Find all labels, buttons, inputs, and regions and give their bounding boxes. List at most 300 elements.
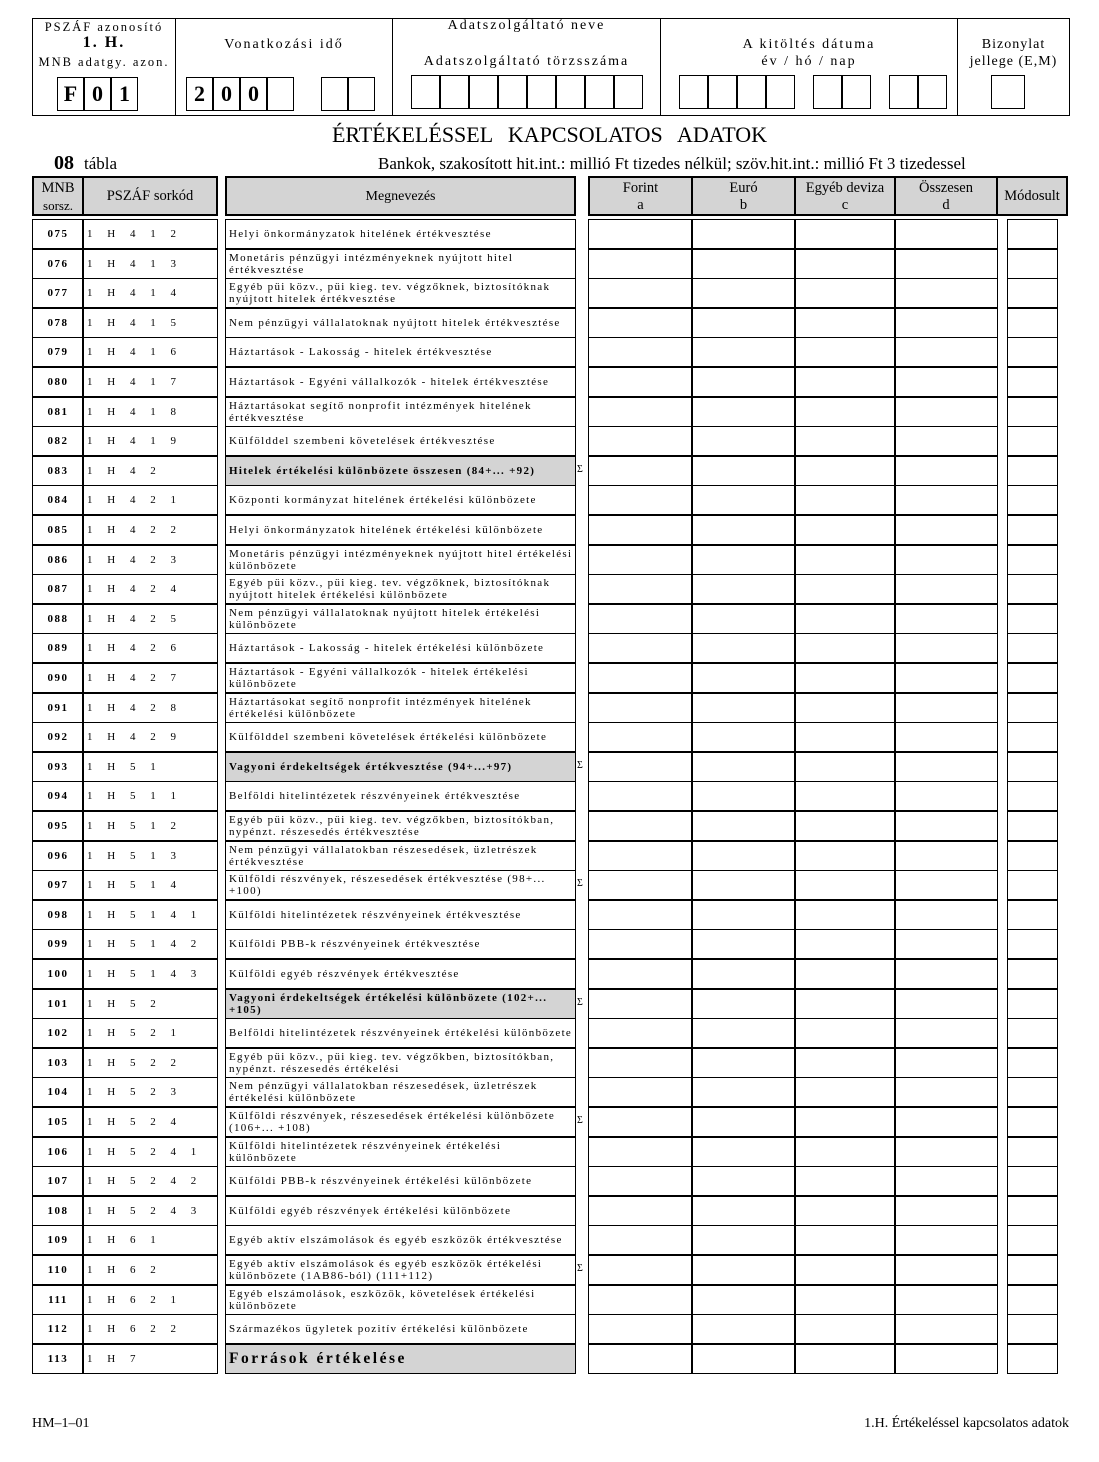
cell-modified[interactable] (1007, 337, 1058, 367)
cell-modified[interactable] (1007, 604, 1058, 634)
cell-euro[interactable] (691, 397, 796, 427)
cell-euro[interactable] (691, 900, 796, 930)
cell-other[interactable] (794, 337, 896, 367)
row-number: 077 (32, 278, 84, 308)
provider-id-box-8[interactable] (614, 75, 643, 109)
cell-euro[interactable] (691, 1196, 796, 1226)
row-number: 102 (32, 1018, 84, 1048)
cell-euro[interactable] (691, 663, 796, 693)
cell-euro[interactable] (691, 219, 796, 249)
cell-euro[interactable] (691, 1344, 796, 1374)
cell-other[interactable] (794, 1048, 896, 1078)
cell-modified[interactable] (1007, 633, 1058, 663)
period-char-6[interactable] (348, 77, 375, 111)
cell-other[interactable] (794, 722, 896, 752)
cell-total[interactable] (894, 752, 998, 782)
cell-forint[interactable] (588, 426, 693, 456)
period-char-3[interactable]: 0 (240, 77, 267, 111)
cell-forint[interactable] (588, 663, 693, 693)
cell-modified[interactable] (1007, 989, 1058, 1019)
cell-modified[interactable] (1007, 1048, 1058, 1078)
period-char-2[interactable]: 0 (213, 77, 240, 111)
cell-forint[interactable] (588, 1344, 693, 1374)
cell-modified[interactable] (1007, 426, 1058, 456)
cell-total[interactable] (894, 1137, 998, 1167)
cell-total[interactable] (894, 515, 998, 545)
cell-euro[interactable] (691, 929, 796, 959)
cell-modified[interactable] (1007, 900, 1058, 930)
cell-total[interactable] (894, 781, 998, 811)
cell-other[interactable] (794, 1107, 896, 1137)
cell-forint[interactable] (588, 929, 693, 959)
cell-euro[interactable] (691, 278, 796, 308)
cell-euro[interactable] (691, 1018, 796, 1048)
cell-forint[interactable] (588, 545, 693, 575)
doc-type-box[interactable] (991, 75, 1025, 109)
row-number: 093 (32, 752, 84, 782)
cell-forint[interactable] (588, 337, 693, 367)
cell-other[interactable] (794, 308, 896, 338)
cell-modified[interactable] (1007, 1255, 1058, 1285)
cell-modified[interactable] (1007, 485, 1058, 515)
table-row (0, 781, 1099, 811)
row-number: 111 (32, 1285, 84, 1315)
cell-other[interactable] (794, 397, 896, 427)
row-name: Monetáris pénzügyi intézményeknek nyújtott hitel értékvesztése (225, 249, 576, 279)
col-header-euro (691, 176, 796, 216)
cell-modified[interactable] (1007, 456, 1058, 486)
cell-other[interactable] (794, 574, 896, 604)
row-name: Vagyoni érdekeltségek értékelési különbözete (102+... +105) (225, 989, 576, 1019)
col-header-forint (588, 176, 693, 216)
row-number: 080 (32, 367, 84, 397)
cell-other[interactable] (794, 485, 896, 515)
row-number: 108 (32, 1196, 84, 1226)
period-char-4[interactable] (267, 77, 294, 111)
cell-forint[interactable] (588, 1137, 693, 1167)
row-code: 1 H 4 2 8 (82, 693, 218, 723)
cell-modified[interactable] (1007, 1166, 1058, 1196)
cell-other[interactable] (794, 1137, 896, 1167)
table-row (0, 693, 1099, 723)
col-header-euro-letter: b (739, 197, 748, 213)
cell-modified[interactable] (1007, 781, 1058, 811)
cell-euro[interactable] (691, 515, 796, 545)
cell-total[interactable] (894, 249, 998, 279)
cell-other[interactable] (794, 1285, 896, 1315)
cell-forint[interactable] (588, 633, 693, 663)
cell-modified[interactable] (1007, 219, 1058, 249)
row-number: 109 (32, 1225, 84, 1255)
table-row (0, 633, 1099, 663)
row-number: 103 (32, 1048, 84, 1078)
cell-total[interactable] (894, 308, 998, 338)
cell-total[interactable] (894, 989, 998, 1019)
cell-modified[interactable] (1007, 1225, 1058, 1255)
cell-euro[interactable] (691, 574, 796, 604)
cell-total[interactable] (894, 1344, 998, 1374)
cell-forint[interactable] (588, 278, 693, 308)
cell-euro[interactable] (691, 456, 796, 486)
cell-modified[interactable] (1007, 515, 1058, 545)
cell-euro[interactable] (691, 693, 796, 723)
cell-forint[interactable] (588, 1018, 693, 1048)
table-row (0, 1196, 1099, 1226)
cell-total[interactable] (894, 1166, 998, 1196)
table-row (0, 841, 1099, 871)
row-code: 1 H 5 1 3 (82, 841, 218, 871)
cell-other[interactable] (794, 456, 896, 486)
table-row (0, 367, 1099, 397)
row-name: Egyéb püi közv., püi kieg. tev. végzőkben, biztosítókban, nypénzt. részesedés értékvesztése (225, 811, 576, 841)
row-code: 1 H 5 2 3 (82, 1077, 218, 1107)
cell-total[interactable] (894, 841, 998, 871)
cell-modified[interactable] (1007, 1344, 1058, 1374)
footer-title: 1.H. Értékeléssel kapcsolatos adatok (864, 1416, 1069, 1431)
cell-modified[interactable] (1007, 929, 1058, 959)
table-row (0, 722, 1099, 752)
cell-forint[interactable] (588, 308, 693, 338)
cell-other[interactable] (794, 1077, 896, 1107)
table-row (0, 308, 1099, 338)
cell-other[interactable] (794, 1225, 896, 1255)
col-header-total-label: Összesen (919, 180, 973, 196)
date-year-box-3[interactable] (737, 75, 766, 109)
header-box-date (660, 18, 958, 116)
cell-total[interactable] (894, 1196, 998, 1226)
cell-forint[interactable] (588, 1255, 693, 1285)
row-name: Hitelek értékelési különbözete összesen (84+... +92) (225, 456, 576, 486)
cell-total[interactable] (894, 1048, 998, 1078)
row-code: 1 H 5 2 1 (82, 1018, 218, 1048)
row-number: 087 (32, 574, 84, 604)
table-number: 08 (54, 152, 74, 174)
row-name: Külföldi részvények, részesedések értékelési különbözete (106+... +108) (225, 1107, 576, 1137)
row-name: Külföldi PBB-k részvényeinek értékvesztése (225, 929, 576, 959)
cell-total[interactable] (894, 693, 998, 723)
cell-forint[interactable] (588, 870, 693, 900)
cell-other[interactable] (794, 781, 896, 811)
row-name: Egyéb aktív elszámolások és egyéb eszközök értékelési különbözete (1AB86-ból) (111+112) (225, 1255, 576, 1285)
cell-other[interactable] (794, 1255, 896, 1285)
cell-forint[interactable] (588, 397, 693, 427)
cell-total[interactable] (894, 663, 998, 693)
date-day-box-2[interactable] (918, 75, 947, 109)
table-row (0, 959, 1099, 989)
row-name: Származékos ügyletek pozitív értékelési különbözete (225, 1314, 576, 1344)
cell-forint[interactable] (588, 781, 693, 811)
cell-other[interactable] (794, 1166, 896, 1196)
cell-modified[interactable] (1007, 367, 1058, 397)
cell-total[interactable] (894, 722, 998, 752)
cell-total[interactable] (894, 870, 998, 900)
cell-modified[interactable] (1007, 545, 1058, 575)
row-name: Helyi önkormányzatok hitelének értékvesztése (225, 219, 576, 249)
cell-euro[interactable] (691, 959, 796, 989)
cell-modified[interactable] (1007, 1107, 1058, 1137)
cell-other[interactable] (794, 367, 896, 397)
cell-modified[interactable] (1007, 1285, 1058, 1315)
cell-other[interactable] (794, 811, 896, 841)
sum-sigma-icon: Σ (577, 878, 583, 890)
row-number: 075 (32, 219, 84, 249)
cell-euro[interactable] (691, 989, 796, 1019)
cell-total[interactable] (894, 1018, 998, 1048)
cell-euro[interactable] (691, 545, 796, 575)
cell-forint[interactable] (588, 249, 693, 279)
cell-modified[interactable] (1007, 1314, 1058, 1344)
cell-forint[interactable] (588, 367, 693, 397)
col-header-modified-label: Módosult (1004, 188, 1060, 204)
cell-total[interactable] (894, 959, 998, 989)
table-row (0, 663, 1099, 693)
cell-other[interactable] (794, 219, 896, 249)
cell-other[interactable] (794, 663, 896, 693)
cell-modified[interactable] (1007, 1077, 1058, 1107)
table-row (0, 219, 1099, 249)
cell-other[interactable] (794, 841, 896, 871)
cell-other[interactable] (794, 633, 896, 663)
doc-type-hint: jellege (E,M) (969, 54, 1058, 69)
row-number: 107 (32, 1166, 84, 1196)
form-id-char-2[interactable]: 0 (84, 77, 111, 111)
cell-forint[interactable] (588, 1285, 693, 1315)
col-header-euro-label: Euró (729, 180, 758, 196)
cell-euro[interactable] (691, 752, 796, 782)
date-month-box-2[interactable] (842, 75, 871, 109)
period-char-5[interactable] (321, 77, 348, 111)
table-row (0, 900, 1099, 930)
cell-forint[interactable] (588, 485, 693, 515)
cell-total[interactable] (894, 1107, 998, 1137)
cell-modified[interactable] (1007, 752, 1058, 782)
provider-id-box-6[interactable] (556, 75, 585, 109)
cell-forint[interactable] (588, 811, 693, 841)
col-header-pszaf-label: PSZÁF sorkód (106, 188, 194, 204)
cell-euro[interactable] (691, 604, 796, 634)
cell-forint[interactable] (588, 989, 693, 1019)
cell-modified[interactable] (1007, 308, 1058, 338)
table-row (0, 1255, 1099, 1285)
cell-modified[interactable] (1007, 278, 1058, 308)
cell-other[interactable] (794, 1018, 896, 1048)
sum-sigma-icon: Σ (577, 759, 583, 771)
cell-euro[interactable] (691, 426, 796, 456)
table-row (0, 604, 1099, 634)
row-name: Külföldi részvények, részesedések értékvesztése (98+... +100) (225, 870, 576, 900)
cell-other[interactable] (794, 693, 896, 723)
cell-forint[interactable] (588, 1048, 693, 1078)
date-year-box-2[interactable] (708, 75, 737, 109)
cell-modified[interactable] (1007, 1196, 1058, 1226)
cell-euro[interactable] (691, 1166, 796, 1196)
cell-total[interactable] (894, 1314, 998, 1344)
cell-total[interactable] (894, 426, 998, 456)
cell-euro[interactable] (691, 485, 796, 515)
date-year-box-4[interactable] (766, 75, 795, 109)
cell-total[interactable] (894, 397, 998, 427)
row-number: 089 (32, 633, 84, 663)
sum-sigma-icon: Σ (577, 1115, 583, 1126)
cell-modified[interactable] (1007, 1137, 1058, 1167)
cell-total[interactable] (894, 574, 998, 604)
col-header-other-label: Egyéb deviza (805, 180, 885, 196)
cell-euro[interactable] (691, 1314, 796, 1344)
cell-other[interactable] (794, 959, 896, 989)
cell-other[interactable] (794, 249, 896, 279)
cell-total[interactable] (894, 604, 998, 634)
row-number: 091 (32, 693, 84, 723)
cell-forint[interactable] (588, 219, 693, 249)
cell-euro[interactable] (691, 308, 796, 338)
cell-total[interactable] (894, 337, 998, 367)
cell-euro[interactable] (691, 1137, 796, 1167)
cell-forint[interactable] (588, 1196, 693, 1226)
form-id-char-3[interactable]: 1 (111, 77, 138, 111)
col-header-other-letter: c (841, 197, 849, 213)
cell-modified[interactable] (1007, 870, 1058, 900)
cell-forint[interactable] (588, 604, 693, 634)
cell-euro[interactable] (691, 841, 796, 871)
cell-forint[interactable] (588, 722, 693, 752)
cell-other[interactable] (794, 426, 896, 456)
cell-total[interactable] (894, 278, 998, 308)
provider-id-box-4[interactable] (498, 75, 527, 109)
cell-other[interactable] (794, 900, 896, 930)
cell-other[interactable] (794, 752, 896, 782)
cell-other[interactable] (794, 278, 896, 308)
provider-id-box-1[interactable] (411, 75, 440, 109)
cell-total[interactable] (894, 900, 998, 930)
cell-euro[interactable] (691, 1225, 796, 1255)
cell-euro[interactable] (691, 249, 796, 279)
cell-other[interactable] (794, 929, 896, 959)
cell-forint[interactable] (588, 1166, 693, 1196)
cell-euro[interactable] (691, 870, 796, 900)
cell-modified[interactable] (1007, 574, 1058, 604)
cell-forint[interactable] (588, 1314, 693, 1344)
cell-forint[interactable] (588, 1077, 693, 1107)
cell-modified[interactable] (1007, 249, 1058, 279)
cell-other[interactable] (794, 515, 896, 545)
cell-other[interactable] (794, 989, 896, 1019)
cell-modified[interactable] (1007, 841, 1058, 871)
cell-total[interactable] (894, 633, 998, 663)
cell-total[interactable] (894, 219, 998, 249)
cell-forint[interactable] (588, 456, 693, 486)
header-box-provider (392, 18, 661, 116)
cell-euro[interactable] (691, 1107, 796, 1137)
date-year-box-1[interactable] (679, 75, 708, 109)
cell-euro[interactable] (691, 781, 796, 811)
cell-total[interactable] (894, 456, 998, 486)
provider-id-box-3[interactable] (469, 75, 498, 109)
page-title: ÉRTÉKELÉSSEL KAPCSOLATOS ADATOK (331, 122, 768, 147)
date-day-box-1[interactable] (889, 75, 918, 109)
cell-other[interactable] (794, 1344, 896, 1374)
row-name: Monetáris pénzügyi intézményeknek nyújtott hitel értékelési különbözete (225, 545, 576, 575)
cell-forint[interactable] (588, 515, 693, 545)
row-code: 1 H 5 2 4 3 (82, 1196, 218, 1226)
row-code: 1 H 4 2 1 (82, 485, 218, 515)
cell-total[interactable] (894, 1225, 998, 1255)
provider-id-box-2[interactable] (440, 75, 469, 109)
cell-euro[interactable] (691, 722, 796, 752)
cell-total[interactable] (894, 485, 998, 515)
cell-forint[interactable] (588, 841, 693, 871)
form-id-char-1[interactable]: F (57, 77, 84, 111)
provider-id-box-7[interactable] (585, 75, 614, 109)
cell-euro[interactable] (691, 1048, 796, 1078)
table-row (0, 426, 1099, 456)
cell-total[interactable] (894, 545, 998, 575)
cell-forint[interactable] (588, 574, 693, 604)
cell-modified[interactable] (1007, 811, 1058, 841)
row-code: 1 H 5 2 4 2 (82, 1166, 218, 1196)
fill-date-label: A kitöltés dátuma (742, 37, 876, 52)
cell-total[interactable] (894, 1077, 998, 1107)
mnb-label: MNB adatgy. azon. (38, 55, 170, 69)
cell-total[interactable] (894, 929, 998, 959)
cell-forint[interactable] (588, 959, 693, 989)
row-number: 078 (32, 308, 84, 338)
cell-modified[interactable] (1007, 693, 1058, 723)
cell-modified[interactable] (1007, 397, 1058, 427)
cell-modified[interactable] (1007, 722, 1058, 752)
table-row (0, 278, 1099, 308)
cell-euro[interactable] (691, 633, 796, 663)
cell-euro[interactable] (691, 1077, 796, 1107)
cell-other[interactable] (794, 545, 896, 575)
cell-total[interactable] (894, 1285, 998, 1315)
cell-forint[interactable] (588, 1107, 693, 1137)
row-code: 1 H 5 1 (82, 752, 218, 782)
provider-name-label: Adatszolgáltató neve (447, 18, 606, 33)
cell-other[interactable] (794, 1314, 896, 1344)
cell-total[interactable] (894, 367, 998, 397)
cell-euro[interactable] (691, 811, 796, 841)
cell-modified[interactable] (1007, 959, 1058, 989)
cell-modified[interactable] (1007, 1018, 1058, 1048)
row-name: Háztartások - Egyéni vállalkozók - hitelek értékelési különbözete (225, 663, 576, 693)
cell-forint[interactable] (588, 752, 693, 782)
period-char-1[interactable]: 2 (186, 77, 213, 111)
cell-euro[interactable] (691, 1285, 796, 1315)
cell-euro[interactable] (691, 337, 796, 367)
cell-other[interactable] (794, 870, 896, 900)
table-row (0, 989, 1099, 1019)
row-name: Központi kormányzat hitelének értékelési különbözete (225, 485, 576, 515)
cell-other[interactable] (794, 604, 896, 634)
cell-total[interactable] (894, 811, 998, 841)
cell-euro[interactable] (691, 367, 796, 397)
col-header-total-letter: d (942, 197, 950, 213)
provider-id-box-5[interactable] (527, 75, 556, 109)
cell-euro[interactable] (691, 1255, 796, 1285)
cell-forint[interactable] (588, 1225, 693, 1255)
row-code: 1 H 4 1 7 (82, 367, 218, 397)
row-code: 1 H 6 2 2 (82, 1314, 218, 1344)
cell-forint[interactable] (588, 900, 693, 930)
cell-modified[interactable] (1007, 663, 1058, 693)
cell-total[interactable] (894, 1255, 998, 1285)
table-row (0, 515, 1099, 545)
cell-forint[interactable] (588, 693, 693, 723)
cell-other[interactable] (794, 1196, 896, 1226)
row-name: Egyéb püi közv., püi kieg. tev. végzőknek, biztosítóknak nyújtott hitelek értékvesztése (225, 278, 576, 308)
row-name: Egyéb aktív elszámolások és egyéb eszközök értékvesztése (225, 1225, 576, 1255)
date-month-box-1[interactable] (813, 75, 842, 109)
